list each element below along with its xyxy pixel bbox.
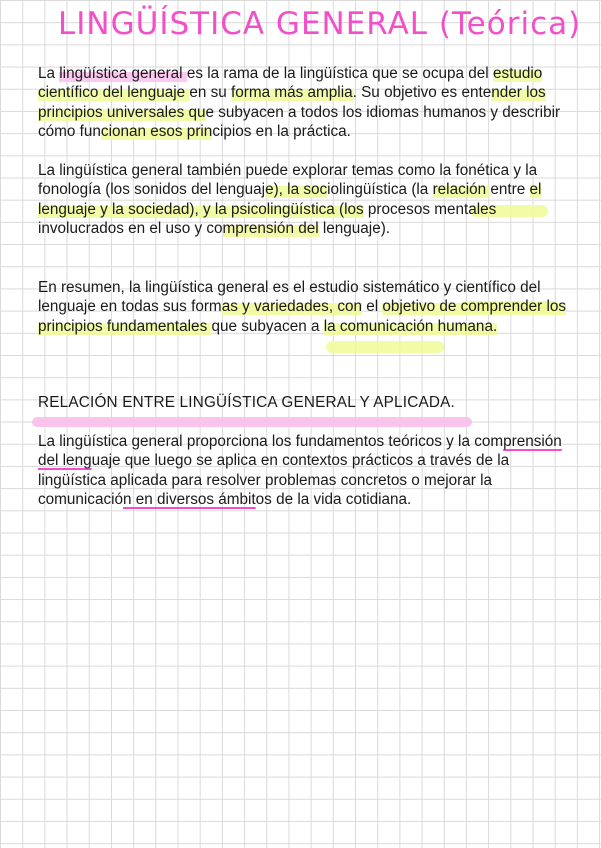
paragraph-relation: La lingüística general proporciona los fundamentos teóricos y la comprensión del lenguaje que luego se aplica en contextos prácticos a través de la lingüística aplicada para resolver problemas concretos o mejorar la comunicación en diversos ámbitos de la vida cotidiana. — [38, 433, 562, 509]
highlighter-stroke — [326, 341, 444, 353]
paragraph-definition: La lingüística general es la rama de la lingüística que se ocupa del estudio científico del lenguaje en su forma más amplia. Su objetivo es entender los principios universales que subyacen a todos los idiomas humanos y describir cómo funcionan esos principios en la práctica. — [38, 65, 561, 141]
paragraph-topics: La lingüística general también puede explorar temas como la fonética y la fonología (los sonidos del lenguaje), la sociolingüística (la relación entre el lenguaje y la sociedad), y la psicolingüística (los procesos mentales involucrados en el uso y comprensión del lenguaje). — [38, 162, 542, 238]
page-title: LINGÜÍSTICA GENERAL (Teórica) — [58, 6, 582, 42]
section-heading: RELACIÓN ENTRE LINGÜÍSTICA GENERAL Y APLICADA. — [38, 394, 455, 411]
paragraph-summary: En resumen, la lingüística general es el estudio sistemático y científico del lenguaje en todas sus formas y variedades, con el objetivo de comprender los principios fundamentales que subyacen a la comunicación humana. — [38, 279, 567, 335]
highlighter-stroke — [32, 417, 472, 427]
